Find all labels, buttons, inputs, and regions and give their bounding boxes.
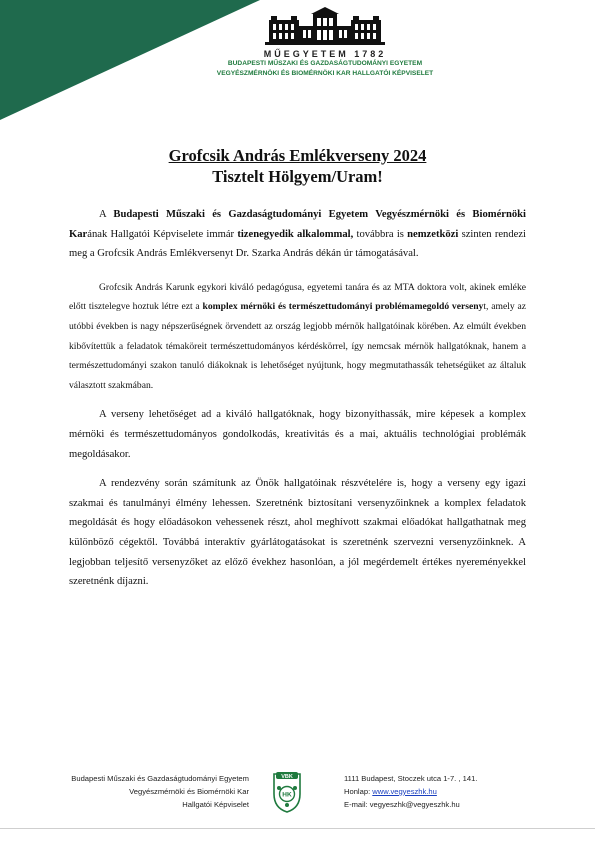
text-segment: szinten rendezi meg a Grofcsik András Emlékversenyt Dr. Szarka András dékán úr támogatásával. <box>69 228 526 260</box>
footer-website-line <box>344 785 477 798</box>
footer-address: 1111 Budapest, Stoczek utca 1-7. , 141. <box>344 774 478 783</box>
event-title: Grofcsik András Emlékverseny 2024 <box>168 146 427 165</box>
paragraph-history <box>69 278 526 396</box>
university-building-logo <box>263 6 387 48</box>
text-segment: ának Hallgatói Képviselete immár <box>87 228 238 240</box>
university-full-name: BUDAPESTI MŰSZAKI ÉS GAZDASÁGTUDOMÁNYI EGYETEM <box>227 60 423 67</box>
document-title-block <box>0 145 595 188</box>
letterhead <box>150 6 500 79</box>
letter-body <box>69 205 526 592</box>
vbk-hk-logo <box>270 768 304 814</box>
footer-email-line <box>344 798 477 811</box>
footer-divider <box>0 828 595 829</box>
paragraph-opportunity: A verseny lehetőséget ad a kiváló hallgatóknak, hogy bizonyíthassák, mire képesek a komplex mérnöki és természettudományos gondolkodás, kreativitás és a mai, aktuális technológiai problémák megoldásakor. <box>69 409 526 460</box>
faculty-union-name: VEGYÉSZMÉRNÖKI ÉS BIOMÉRNÖKI KAR HALLGATÓI KÉPVISELET <box>216 70 434 77</box>
bold-text-segment: nemzetközi <box>407 228 459 240</box>
footer-organization <box>71 772 249 811</box>
text-segment: továbbra is <box>353 228 408 240</box>
footer-org-line: Budapesti Műszaki és Gazdaságtudományi Egyetem <box>71 774 249 783</box>
paragraph-intro <box>69 205 526 264</box>
logo-label-top: VBK <box>281 774 293 780</box>
text-segment: t, amely az utóbbi években is nagy népszerűségnek örvendett az ország legjobb mérnök hallgatóinak körében. Az elmúlt években kibővítettük a feladatok témaköreit természettudományos kérdéskörrel, így nemcsak mérnök hallgatóknak, hanem a természettudományi szakon tanuló diákoknak is lehetőséget nyújtunk, hogy megmutathassák tehetségüket az általuk választott szakmában. <box>69 301 526 391</box>
text-segment: A <box>99 209 114 220</box>
website-link[interactable]: www.vegyeszhk.hu <box>372 787 437 796</box>
logo-label-center: HK <box>282 791 292 799</box>
email-label: E-mail: <box>344 800 370 809</box>
university-short-name: MŰEGYETEM 1782 <box>263 49 387 59</box>
bold-text-segment: komplex mérnöki és természettudományi problémamegoldó verseny <box>202 301 484 313</box>
footer-org-line: Vegyészmérnöki és Biomérnöki Kar <box>129 787 249 796</box>
paragraph-event-details: A rendezvény során számítunk az Önök hallgatóinak részvételére is, hogy a verseny egy igazi szakmai és tanulmányi élmény lehessen. Szeretnénk biztosítani versenyzőinknek a komplex feladatok megoldását és hogy előadásokon vehessenek részt, ahol meghívott szakmai előadókat hallgathatnak meg különböző cégektől. Továbbá interaktív gyárlátogatásokat is szeretnénk szervezni versenyzőinknek. A legjobban teljesítő versenyzőket az előző évekhez hasonlóan, a jól megérdemelt értékes nyereményekkel szeretnénk díjazni. <box>69 478 526 588</box>
bold-text-segment: Budapesti Műszaki és Gazdaságtudományi Egyetem Vegyészmérnöki és Biomérnöki Kar <box>69 209 526 240</box>
footer-org-line: Hallgatói Képviselet <box>182 800 249 809</box>
email-address[interactable]: vegyeszhk@vegyeszhk.hu <box>369 800 460 809</box>
website-label: Honlap: <box>344 787 373 796</box>
bold-text-segment: tizenegyedik alkalommal, <box>237 228 354 240</box>
text-segment: Grofcsik András Karunk egykori kiváló pedagógusa, egyetemi tanára és az MTA doktora volt, akinek emléke előtt tisztelegve hoztuk létre ezt a <box>69 281 526 313</box>
salutation: Tisztelt Hölgyem/Uram! <box>212 167 383 186</box>
letter-footer <box>0 764 595 824</box>
footer-contact <box>344 772 477 811</box>
